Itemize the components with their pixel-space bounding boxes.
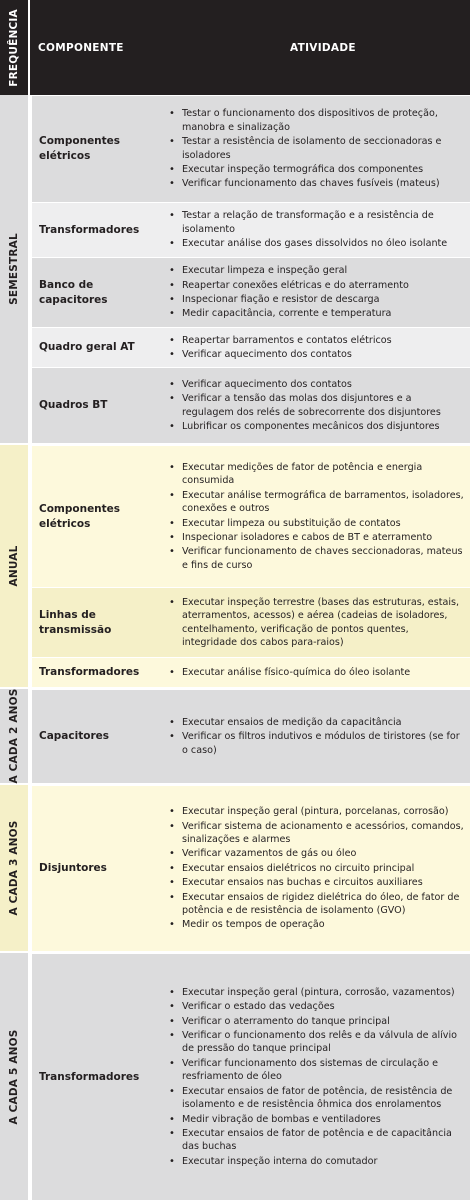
frequency-cell	[0, 953, 30, 1200]
activity-item: • Executar inspeção geral (pintura, porcelanas, corrosão)	[166, 805, 466, 818]
table-row	[32, 445, 470, 587]
activity-item: • Verificar funcionamento das chaves fusíveis (mateus)	[166, 177, 466, 190]
activity-item: • Medir capacitância, corrente e temperatura	[166, 307, 466, 320]
component-name: Transformadores	[39, 666, 140, 678]
activity-item: • Executar ensaios de fator de potência, de resistência de isolamento e de resistência ôhmica dos enrolamentos	[166, 1085, 466, 1112]
activity-item: • Verificar o estado das vedações	[166, 1000, 466, 1013]
activity-item: • Medir os tempos de operação	[166, 918, 466, 931]
activity-item: • Inspecionar isoladores e cabos de BT e aterramento	[166, 531, 466, 544]
activity-item: • Verificar o funcionamento dos relês e da válvula de alívio de pressão do tanque principal	[166, 1029, 466, 1056]
activity-item: • Verificar funcionamento de chaves seccionadoras, mateus e fins de curso	[166, 545, 466, 572]
activity-item: • Executar inspeção termográfica dos componentes	[166, 163, 466, 176]
group-anual	[0, 445, 470, 687]
activity-item: • Executar ensaios de rigidez dielétrica do óleo, de fator de potência e de resistência de isolamento (GVO)	[166, 891, 466, 918]
header-activity-label: ATIVIDADE	[290, 41, 356, 54]
activity-item: • Executar ensaios de medição da capacitância	[166, 716, 466, 729]
activity-item: • Verificar funcionamento dos sistemas de circulação e resfriamento de óleo	[166, 1057, 466, 1084]
activity-item: • Executar inspeção interna do comutador	[166, 1155, 466, 1168]
activity-item: • Executar inspeção geral (pintura, corrosão, vazamentos)	[166, 986, 466, 999]
component-name: Quadros BT	[39, 399, 108, 411]
frequency-label: A CADA 2 ANOS	[8, 688, 20, 784]
activity-list	[166, 96, 466, 202]
header-frequency-label: FREQUÊNCIA	[8, 8, 20, 87]
table-row	[32, 95, 470, 202]
activity-item: • Testar a relação de transformação e a resistência de isolamento	[166, 209, 466, 236]
component-name: Componentes elétricos	[39, 135, 121, 162]
activity-item: • Lubrificar os componentes mecânicos dos disjuntores	[166, 420, 466, 433]
group-a-cada-5-anos	[0, 953, 470, 1200]
activity-item: • Reapertar conexões elétricas e do aterramento	[166, 279, 466, 292]
frequency-cell	[0, 95, 30, 443]
component-name: Componentes elétricos	[39, 502, 121, 530]
activity-list	[166, 786, 466, 951]
activity-item: • Verificar aquecimento dos contatos	[166, 378, 466, 391]
frequency-cell	[0, 689, 30, 783]
table-row	[32, 257, 470, 327]
activity-item: • Verificar os filtros indutivos e módulos de tiristores (se for o caso)	[166, 730, 466, 757]
frequency-cell	[0, 445, 30, 687]
frequency-cell	[0, 785, 30, 951]
activity-list	[166, 368, 466, 443]
activity-item: • Verificar sistema de acionamento e acessórios, comandos, sinalizações e alarmes	[166, 820, 466, 847]
activity-list	[166, 446, 466, 587]
group-semestral	[0, 95, 470, 443]
activity-item: • Medir vibração de bombas e ventiladores	[166, 1113, 466, 1126]
header-frequency-cell	[0, 0, 30, 95]
activity-item: • Executar ensaios dielétricos no circuito principal	[166, 862, 466, 875]
table-row	[32, 689, 470, 783]
activity-item: • Inspecionar fiação e resistor de descarga	[166, 293, 466, 306]
activity-list	[166, 328, 466, 367]
activity-item: • Executar inspeção terrestre (bases das estruturas, estais, aterramentos, acessos) e aérea (cadeias de isoladores, centelhamento, verificação de pontos quentes, integridade dos cabos para-raios)	[166, 596, 466, 650]
component-name: Disjuntores	[39, 862, 107, 874]
activity-item: • Verificar aquecimento dos contatos	[166, 348, 466, 361]
table-row	[32, 953, 470, 1200]
component-name: Linhas de transmissão	[39, 608, 112, 636]
activity-item: • Executar análise termográfica de barramentos, isoladores, conexões e outros	[166, 489, 466, 516]
activity-item: • Reapertar barramentos e contatos elétricos	[166, 334, 466, 347]
group-a-cada-2-anos	[0, 689, 470, 783]
table-row	[32, 657, 470, 687]
activity-item: • Executar ensaios de fator de potência e de capacitância das buchas	[166, 1127, 466, 1154]
activity-item: • Executar medições de fator de potência e energia consumida	[166, 461, 466, 488]
frequency-label: SEMESTRAL	[8, 233, 20, 305]
activity-item: • Verificar a tensão das molas dos disjuntores e a regulagem dos relés de sobrecorrente dos disjuntores	[166, 392, 466, 419]
activity-list	[166, 588, 466, 657]
component-name: Transformadores	[39, 223, 140, 236]
activity-item: • Testar o funcionamento dos dispositivos de proteção, manobra e sinalização	[166, 107, 466, 134]
table-header	[0, 0, 470, 95]
activity-item: • Executar limpeza e inspeção geral	[166, 264, 466, 277]
activity-item: • Executar análise físico-química do óleo isolante	[166, 666, 466, 679]
activity-item: • Testar a resistência de isolamento de seccionadoras e isoladores	[166, 135, 466, 162]
frequency-label: ANUAL	[8, 545, 20, 587]
table-row	[32, 202, 470, 257]
header-component-label: COMPONENTE	[38, 41, 124, 54]
activity-item: • Executar ensaios nas buchas e circuitos auxiliares	[166, 876, 466, 889]
activity-list	[166, 658, 466, 687]
table-row	[32, 785, 470, 951]
activity-item: • Verificar o aterramento do tanque principal	[166, 1015, 466, 1028]
activity-item: • Executar análise dos gases dissolvidos no óleo isolante	[166, 237, 466, 250]
table-row	[32, 367, 470, 443]
activity-item: • Verificar vazamentos de gás ou óleo	[166, 847, 466, 860]
component-name: Transformadores	[39, 1070, 140, 1083]
table-row	[32, 587, 470, 657]
activity-list	[166, 954, 466, 1200]
frequency-label: A CADA 3 ANOS	[8, 820, 20, 916]
activity-list	[166, 690, 466, 783]
component-name: Banco de capacitores	[39, 278, 108, 306]
group-a-cada-3-anos	[0, 785, 470, 951]
component-name: Capacitores	[39, 730, 109, 742]
activity-list	[166, 203, 466, 257]
component-name: Quadro geral AT	[39, 341, 135, 353]
activity-list	[166, 258, 466, 327]
frequency-label: A CADA 5 ANOS	[8, 1028, 20, 1125]
table-row	[32, 327, 470, 367]
activity-item: • Executar limpeza ou substituição de contatos	[166, 517, 466, 530]
